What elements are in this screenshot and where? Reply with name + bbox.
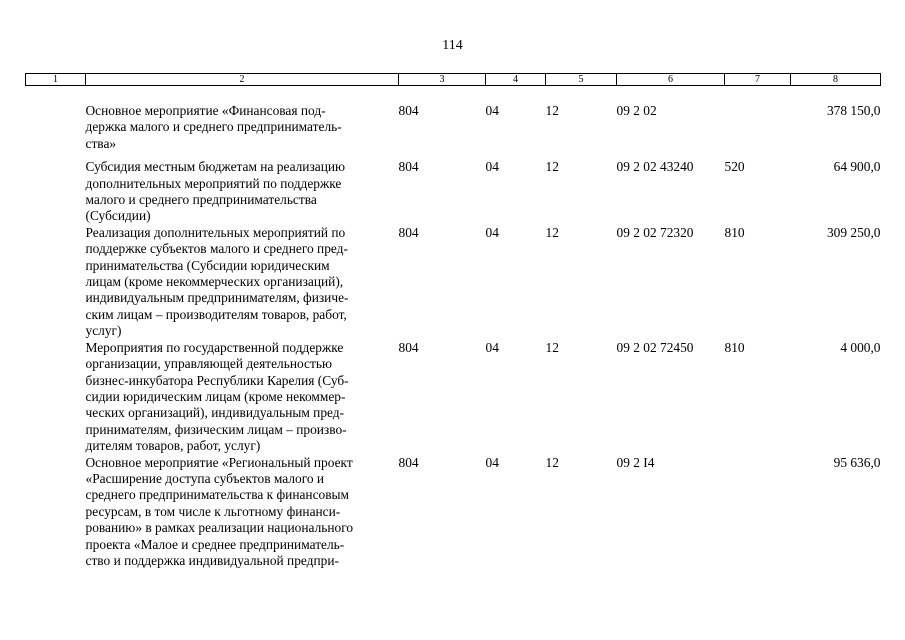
table-row [26, 86, 881, 153]
expense-type-cell: 520 [724, 159, 745, 175]
description-line: дителям товаров, работ, услуг) [85, 438, 261, 454]
amount-cell: 64 900,0 [833, 159, 881, 175]
description-cell [86, 455, 399, 570]
budget-table [25, 73, 881, 569]
column-header-8: 8 [791, 74, 881, 86]
description-line: ческих организаций), индивидуальным пред- [85, 405, 345, 421]
column-header-6: 6 [617, 74, 725, 86]
header-row [26, 74, 881, 86]
section-code-cell: 04 [485, 224, 499, 240]
description-line: ресурсам, в том числе к льготному финанси- [85, 503, 341, 519]
description-cell [86, 152, 399, 225]
description-line: дополнительных мероприятий по поддержке [85, 175, 342, 191]
section-code-cell: 04 [485, 339, 499, 355]
ministry-code-cell: 804 [398, 224, 419, 240]
description-line: Субсидия местным бюджетам на реализацию [85, 159, 346, 175]
description-line: сидии юридическим лицам (кроме некоммер- [85, 388, 346, 404]
description-line: ства» [85, 135, 117, 151]
description-line: проекта «Малое и среднее предприниматель- [85, 536, 345, 552]
column-header-4: 4 [486, 74, 546, 86]
table-row [26, 225, 881, 340]
subsection-code-cell: 12 [545, 454, 559, 470]
table-row [26, 340, 881, 455]
amount-cell: 378 150,0 [826, 103, 881, 118]
column-header-3: 3 [399, 74, 486, 86]
subsection-code-cell: 12 [545, 224, 559, 240]
subsection-code-cell: 12 [545, 339, 559, 355]
subsection-code-cell: 12 [545, 103, 559, 118]
description-line: ство и поддержка индивидуальной предпри- [85, 552, 339, 568]
ministry-code-cell: 804 [398, 339, 419, 355]
description-line: среднего предпринимательства к финансовым [85, 487, 350, 503]
description-line: лицам (кроме некоммерческих организаций), [85, 274, 344, 290]
expense-type-cell [725, 455, 791, 570]
page-number: 114 [442, 38, 463, 53]
description-line: Реализация дополнительных мероприятий по [85, 224, 346, 240]
table-row [26, 152, 881, 225]
row-number-cell [26, 340, 86, 455]
row-number-cell [26, 225, 86, 340]
amount-cell: 4 000,0 [840, 339, 881, 355]
description-line: держка малого и среднего предприниматель- [85, 119, 342, 135]
column-header-1: 1 [26, 74, 86, 86]
ministry-code-cell: 804 [398, 454, 419, 470]
column-header-7: 7 [725, 74, 791, 86]
row-number-cell [26, 152, 86, 225]
description-line: Основное мероприятие «Региональный проект [85, 454, 353, 470]
section-code-cell: 04 [485, 159, 499, 175]
description-line: Мероприятия по государственной поддержке [85, 339, 344, 355]
target-article-cell: 09 2 02 43240 [616, 159, 694, 175]
description-line: организации, управляющей деятельностью [85, 356, 332, 372]
description-line: ским лицам – производителям товаров, работ, [85, 306, 347, 322]
table-row [26, 455, 881, 570]
target-article-cell: 09 2 I4 [616, 454, 655, 470]
description-line: рованию» в рамках реализации национального [85, 520, 354, 536]
description-cell [86, 225, 399, 340]
description-line: Основное мероприятие «Финансовая под- [85, 103, 326, 118]
row-number-cell [26, 86, 86, 153]
section-code-cell: 04 [485, 454, 499, 470]
description-cell [86, 340, 399, 455]
description-line: бизнес-инкубатора Республики Карелия (Суб- [85, 372, 349, 388]
expense-type-cell: 810 [724, 339, 745, 355]
description-line: индивидуальным предпринимателям, физиче- [85, 290, 349, 306]
target-article-cell: 09 2 02 72320 [616, 224, 694, 240]
subsection-code-cell: 12 [545, 159, 559, 175]
column-header-5: 5 [546, 74, 617, 86]
description-line: поддержке субъектов малого и среднего пред- [85, 241, 348, 257]
ministry-code-cell: 804 [398, 159, 419, 175]
description-line: малого и среднего предпринимательства [85, 192, 317, 208]
amount-cell: 95 636,0 [833, 454, 881, 470]
column-header-2: 2 [86, 74, 399, 86]
section-code-cell: 04 [485, 103, 499, 118]
expense-type-cell [725, 86, 791, 153]
description-cell [86, 86, 399, 153]
target-article-cell: 09 2 02 72450 [616, 339, 694, 355]
target-article-cell: 09 2 02 [616, 103, 657, 118]
amount-cell: 309 250,0 [826, 224, 881, 240]
description-line: принимательства (Субсидии юридическим [85, 257, 330, 273]
description-line: услуг) [85, 323, 122, 339]
description-line: «Расширение доступа субъектов малого и [85, 470, 325, 486]
description-line: (Субсидии) [85, 208, 151, 224]
row-number-cell [26, 455, 86, 570]
expense-type-cell: 810 [724, 224, 745, 240]
ministry-code-cell: 804 [398, 103, 419, 118]
description-line: принимателям, физическим лицам – произво- [85, 421, 347, 437]
